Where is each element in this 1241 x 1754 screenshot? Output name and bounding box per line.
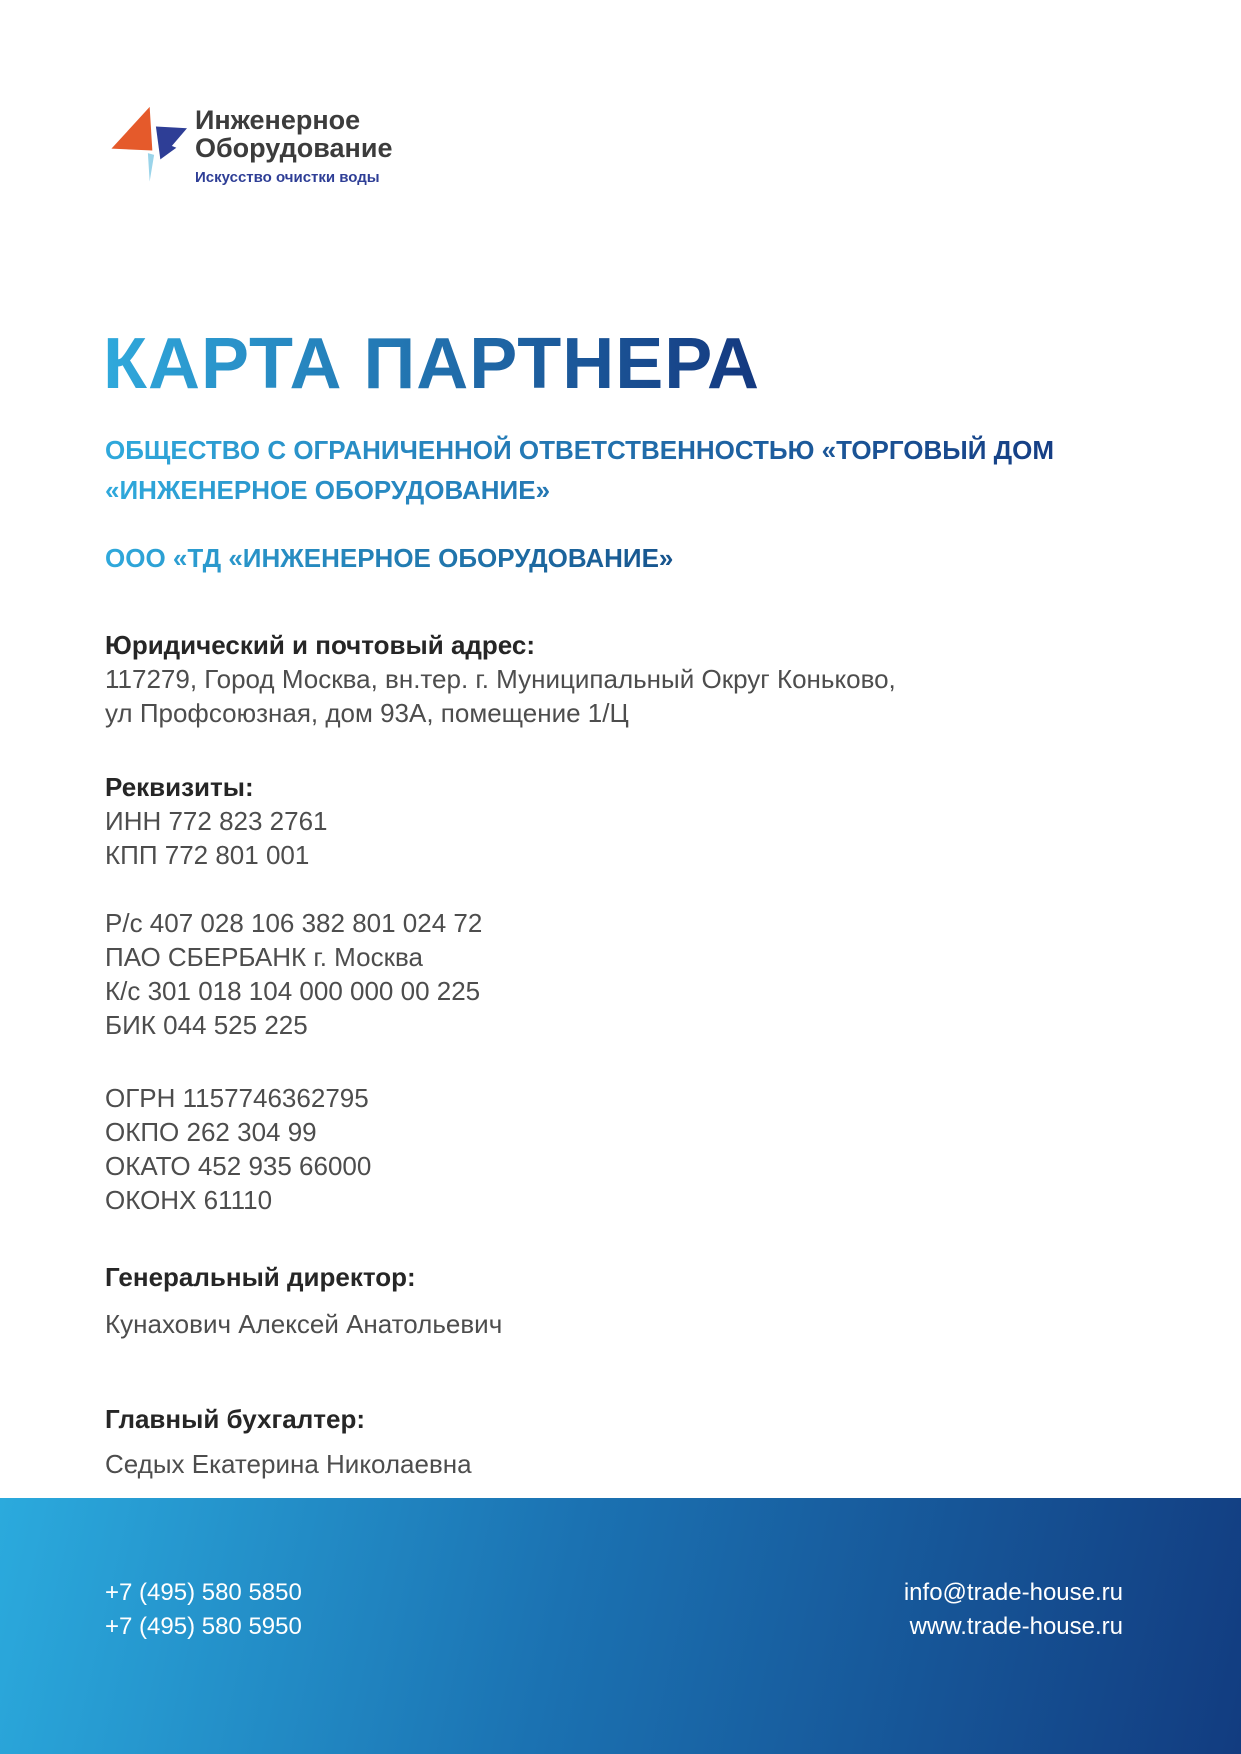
- okpo-value: ОКПО 262 304 99: [105, 1117, 317, 1147]
- footer-phones: [105, 1576, 302, 1644]
- footer-contact-bar: [0, 1498, 1241, 1754]
- bank-name: ПАО СБЕРБАНК г. Москва: [105, 942, 423, 972]
- okonh-value: ОКОНХ 61110: [105, 1185, 273, 1215]
- address-label: Юридический и почтовый адрес:: [105, 630, 536, 660]
- company-full-name-line2: «ИНЖЕНЕРНОЕ ОБОРУДОВАНИЕ»: [105, 475, 551, 505]
- phone-number-2[interactable]: +7 (495) 580 5950: [105, 1613, 302, 1640]
- address-line2: ул Профсоюзная, дом 93А, помещение 1/Ц: [105, 698, 629, 728]
- logo-title-line1: Инженерное: [195, 105, 361, 135]
- inn-value: ИНН 772 823 2761: [105, 806, 328, 836]
- corr-account-value: К/с 301 018 104 000 000 00 225: [105, 976, 481, 1006]
- chief-accountant-label: Главный бухгалтер:: [105, 1404, 366, 1434]
- logo-title-line2: Оборудование: [195, 133, 393, 163]
- page-title: КАРТА ПАРТНЕРА: [103, 324, 760, 404]
- ogrn-value: ОГРН 1157746362795: [105, 1083, 369, 1113]
- company-full-name: [105, 430, 1054, 510]
- company-logo: [107, 96, 392, 196]
- company-short-name: ООО «ТД «ИНЖЕНЕРНОЕ ОБОРУДОВАНИЕ»: [105, 538, 673, 578]
- okato-value: ОКАТО 452 935 66000: [105, 1151, 372, 1181]
- chief-accountant-name: Седых Екатерина Николаевна: [105, 1449, 472, 1479]
- logo-triangles-icon: [107, 96, 187, 196]
- address-line1: 117279, Город Москва, вн.тер. г. Муниципальный Округ Коньково,: [105, 664, 896, 694]
- email-link[interactable]: info@trade-house.ru: [903, 1579, 1123, 1606]
- requisites-label: Реквизиты:: [105, 772, 254, 802]
- kpp-value: КПП 772 801 001: [105, 840, 310, 870]
- phone-number-1[interactable]: +7 (495) 580 5850: [105, 1579, 302, 1606]
- bik-value: БИК 044 525 225: [105, 1010, 308, 1040]
- director-label: Генеральный директор:: [105, 1262, 416, 1292]
- logo-text: [195, 96, 392, 186]
- settlement-account-value: Р/с 407 028 106 382 801 024 72: [105, 908, 483, 938]
- website-link[interactable]: www.trade-house.ru: [909, 1613, 1123, 1640]
- director-name: Кунахович Алексей Анатольевич: [105, 1309, 503, 1339]
- logo-tagline: Искусство очистки воды: [195, 169, 380, 186]
- company-full-name-line1: ОБЩЕСТВО С ОГРАНИЧЕННОЙ ОТВЕТСТВЕННОСТЬЮ «ТОРГОВЫЙ ДОМ: [105, 435, 1055, 465]
- company-details: [105, 628, 1161, 1481]
- footer-web-contacts: [904, 1576, 1123, 1644]
